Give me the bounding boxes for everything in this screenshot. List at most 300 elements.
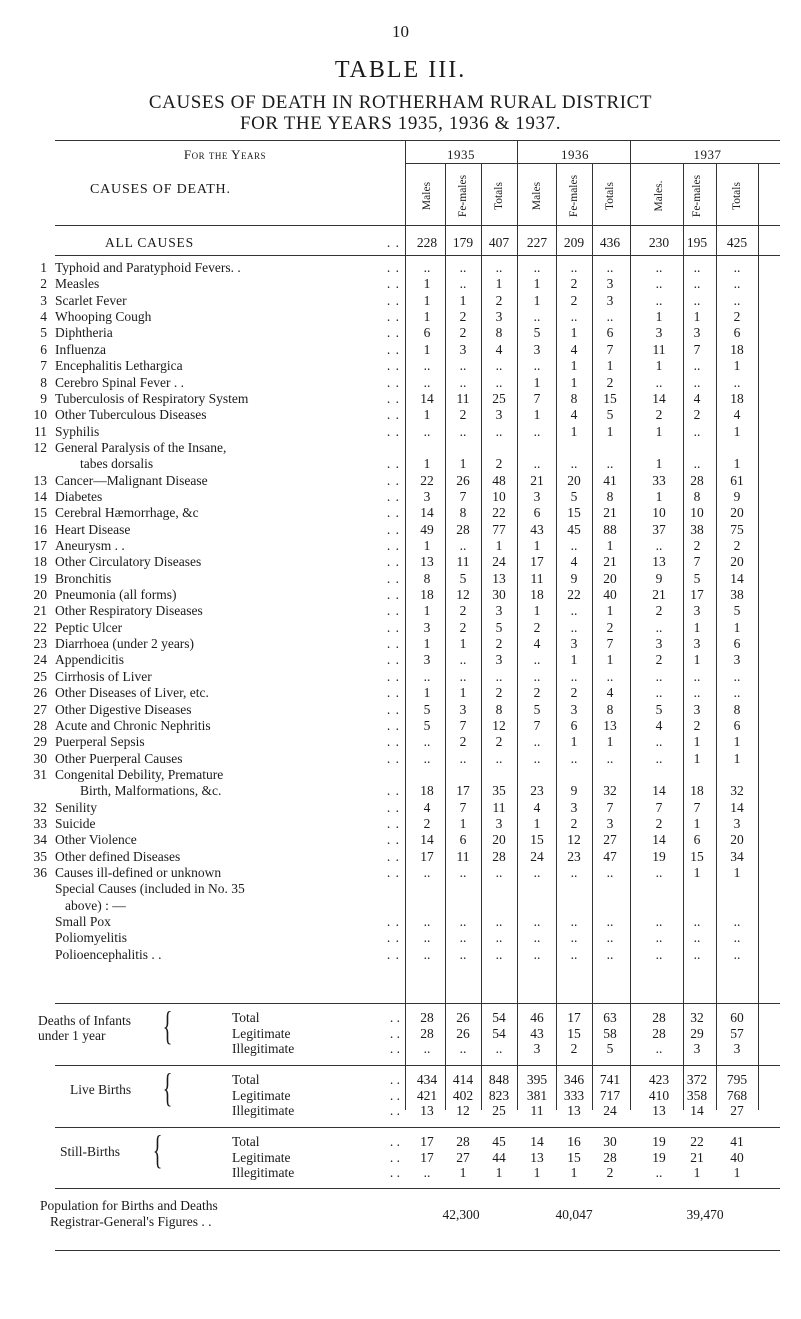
infants-cell: 26 (456, 1010, 470, 1025)
table-row (0, 358, 801, 374)
row-number: 24 (33, 652, 47, 668)
table-cell: 1 (533, 276, 541, 292)
table-cell: 11 (492, 799, 506, 815)
table-cell: .. (693, 276, 701, 292)
table-cell: 1 (693, 750, 701, 766)
table-cell: 3 (693, 701, 701, 717)
table-cell: .. (655, 750, 663, 766)
row-number: 33 (33, 815, 47, 831)
table-cell: 1 (533, 374, 541, 390)
table-cell: .. (733, 668, 741, 684)
table-cell: 5 (655, 701, 663, 717)
row-label: Cirrhosis of Liver (55, 668, 152, 684)
table-cell: 3 (570, 799, 578, 815)
table-cell: 3 (459, 701, 467, 717)
leader-dots: . . (386, 783, 400, 799)
row-label: Other Circulatory Diseases (55, 554, 202, 570)
table-row (0, 947, 801, 963)
row-number: 15 (33, 505, 47, 521)
live-births-label: Live Births (70, 1082, 132, 1097)
table-row (0, 571, 801, 587)
row-number: 31 (33, 766, 47, 782)
table-cell: 1 (733, 423, 741, 439)
row-number: 36 (33, 865, 47, 880)
table-cell: .. (459, 374, 467, 390)
table-cell: .. (495, 358, 503, 374)
table-cell: 1 (733, 734, 741, 750)
infants-cell: 17 (567, 1010, 581, 1025)
live-births-cell: 372 (686, 1072, 708, 1087)
table-cell: 4 (533, 636, 541, 652)
table-cell: .. (733, 946, 741, 962)
table-cell: 25 (492, 390, 506, 406)
table-row (0, 440, 801, 456)
table-cell: 8 (423, 570, 431, 586)
infants-cell: 58 (603, 1025, 617, 1041)
row-label: Small Pox (55, 914, 111, 929)
table-cell: 8 (606, 488, 614, 504)
table-cell: 22 (492, 505, 506, 521)
table-cell: 88 (603, 521, 617, 537)
table-cell: 1 (693, 619, 701, 635)
live-births-cell: 358 (686, 1087, 708, 1103)
table-cell: 2 (459, 603, 467, 619)
still-births-cell: 13 (530, 1149, 544, 1165)
row-number: 23 (33, 636, 47, 652)
live-births-cell: 717 (599, 1087, 621, 1103)
year-1935-header: 1935 (447, 147, 475, 162)
live-births-cell: 434 (416, 1072, 438, 1087)
row-number: 13 (33, 472, 47, 488)
row-label: Typhoid and Paratyphoid Fevers. . (55, 260, 241, 275)
table-row (0, 473, 801, 489)
still-births-cell: 17 (420, 1149, 434, 1165)
table-row (0, 652, 801, 668)
leader-dots: . . (386, 734, 400, 750)
still-births-cell: 41 (730, 1134, 744, 1149)
live-births-cell: 848 (488, 1072, 510, 1087)
row-number: 18 (33, 554, 47, 570)
infants-sub-label: Total (232, 1010, 260, 1025)
infants-sub-label: Illegitimate (232, 1041, 295, 1056)
table-cell: 3 (423, 652, 431, 668)
still-births-cell: 40 (730, 1149, 744, 1165)
row-label: Syphilis (55, 423, 100, 439)
row-number: 12 (33, 439, 47, 455)
infants-brace: { (162, 1003, 173, 1048)
table-cell: 41 (603, 472, 617, 488)
table-cell: 12 (492, 717, 506, 733)
table-cell: 6 (423, 325, 431, 341)
live-births-cell: 402 (452, 1087, 474, 1103)
table-cell: 1 (606, 603, 614, 619)
table-cell: 17 (420, 848, 434, 864)
table-cell: 1 (655, 423, 663, 439)
table-cell: .. (533, 423, 541, 439)
table-cell: 2 (495, 292, 503, 308)
infants-cell: 29 (690, 1025, 704, 1041)
table-cell: 4 (570, 554, 578, 570)
table-cell: 8 (733, 701, 741, 717)
leader-dots: . . (389, 1149, 400, 1165)
population-value: 39,470 (686, 1207, 724, 1222)
table-cell: 1 (606, 423, 614, 439)
table-cell: 7 (693, 799, 701, 815)
table-cell: .. (733, 914, 741, 929)
infants-sub-label: Legitimate (232, 1025, 291, 1041)
table-cell: .. (533, 930, 541, 946)
table-title: TABLE III. (334, 57, 467, 83)
infants-row (0, 1026, 801, 1042)
live-births-cell: 25 (492, 1103, 506, 1118)
row-label: Causes ill-defined or unknown (55, 865, 222, 880)
table-cell: 75 (730, 521, 744, 537)
row-label: Other Respiratory Diseases (55, 603, 203, 619)
row-label: Tuberculosis of Respiratory System (55, 390, 249, 406)
table-row (0, 914, 801, 930)
table-cell: 2 (459, 325, 467, 341)
still-births-cell: 22 (690, 1134, 704, 1149)
table-cell: 3 (655, 325, 663, 341)
table-cell: 1 (606, 358, 614, 374)
table-row (0, 800, 801, 816)
leader-dots: . . (386, 668, 400, 684)
live-births-cell: 823 (488, 1087, 510, 1103)
table-cell: 17 (690, 587, 704, 602)
table-cell: .. (606, 750, 614, 766)
row-number: 28 (33, 717, 47, 733)
table-row-continued (0, 783, 801, 799)
table-row (0, 407, 801, 423)
still-births-brace: { (152, 1127, 163, 1172)
table-cell: 3 (733, 652, 741, 668)
table-row (0, 669, 801, 685)
table-cell: 4 (693, 390, 701, 406)
row-number: 32 (33, 799, 47, 815)
live-births-row (0, 1072, 801, 1088)
table-cell: .. (606, 309, 614, 325)
all-causes-cell: 227 (526, 235, 548, 250)
infants-cell: 28 (420, 1010, 434, 1025)
table-cell: 2 (533, 685, 541, 701)
table-cell: 14 (730, 570, 744, 586)
table-row (0, 603, 801, 619)
all-causes-cell: 195 (686, 235, 708, 250)
live-births-cell: 795 (726, 1072, 748, 1087)
table-cell: 20 (730, 832, 744, 848)
table-cell: .. (533, 734, 541, 750)
table-cell: 15 (567, 505, 581, 521)
table-cell: .. (459, 930, 467, 946)
leader-dots: . . (389, 1072, 400, 1087)
column-header-1: Fe-males (457, 174, 469, 218)
table-cell: 21 (603, 505, 617, 521)
table-cell: 6 (733, 717, 741, 733)
leader-dots: . . (386, 505, 400, 521)
table-cell: 4 (495, 341, 503, 357)
still-births-cell: 28 (603, 1149, 617, 1165)
all-causes-label: ALL CAUSES (105, 235, 194, 250)
table-row (0, 505, 801, 521)
table-cell: 17 (456, 783, 470, 799)
table-cell: .. (423, 668, 431, 684)
table-cell: 4 (655, 717, 663, 733)
table-cell: 18 (530, 587, 544, 602)
row-label: Aneurysm . . (55, 538, 125, 553)
table-cell: 37 (652, 521, 666, 537)
table-cell: 2 (733, 538, 741, 553)
row-number: 6 (40, 341, 47, 357)
still-births-cell: 16 (567, 1134, 581, 1149)
row-label: Other Violence (55, 832, 137, 848)
leader-dots: . . (389, 1134, 400, 1149)
table-cell: .. (533, 456, 541, 472)
row-label: Suicide (55, 815, 96, 831)
leader-dots: . . (386, 423, 400, 439)
table-cell: 2 (733, 309, 741, 325)
table-cell: 24 (492, 554, 506, 570)
table-cell: .. (570, 946, 578, 962)
leader-dots: . . (389, 1025, 400, 1041)
live-births-sub-label: Illegitimate (232, 1103, 295, 1118)
row-label: Encephalitis Lethargica (55, 358, 183, 374)
live-births-cell: 410 (648, 1087, 670, 1103)
leader-dots: . . (386, 848, 400, 864)
table-cell: 1 (655, 358, 663, 374)
still-births-sub-label: Total (232, 1134, 260, 1149)
table-cell: 2 (459, 309, 467, 325)
table-cell: 3 (533, 488, 541, 504)
infants-cell: 28 (652, 1010, 666, 1025)
table-cell: 6 (693, 832, 701, 848)
table-cell: 24 (530, 848, 544, 864)
table-cell: 6 (570, 717, 578, 733)
row-number: 10 (33, 407, 47, 423)
infants-cell: 32 (690, 1010, 704, 1025)
row-label: General Paralysis of the Insane, (55, 439, 227, 455)
table-cell: .. (606, 456, 614, 472)
table-cell: .. (495, 914, 503, 929)
table-cell: 1 (570, 652, 578, 668)
all-causes-cell: 436 (599, 235, 621, 250)
table-cell: 3 (495, 815, 503, 831)
table-cell: 1 (423, 341, 431, 357)
table-row (0, 734, 801, 750)
still-births-rule (55, 1127, 780, 1128)
table-row (0, 342, 801, 358)
row-number: 4 (40, 309, 47, 325)
table-cell: 15 (603, 390, 617, 406)
leader-dots: . . (389, 1010, 400, 1025)
table-cell: .. (423, 423, 431, 439)
leader-dots: . . (386, 603, 400, 619)
table-cell: .. (570, 538, 578, 553)
row-label: Measles (55, 276, 100, 292)
row-number: 20 (33, 587, 47, 602)
table-cell: .. (533, 914, 541, 929)
infants-cell: 63 (603, 1010, 617, 1025)
table-cell: .. (655, 538, 663, 553)
table-cell: 1 (533, 538, 541, 553)
table-cell: 77 (492, 521, 506, 537)
table-cell: 18 (420, 783, 434, 799)
row-number: 14 (33, 488, 47, 504)
population-rule (55, 1188, 780, 1189)
leader-dots: . . (386, 260, 400, 275)
table-cell: 45 (567, 521, 581, 537)
row-label: Poliomyelitis (55, 930, 128, 946)
leader-dots: . . (386, 325, 400, 341)
table-cell: .. (655, 374, 663, 390)
table-cell: 19 (652, 848, 666, 864)
infants-cell: .. (459, 1041, 467, 1056)
row-label: Other Tuberculous Diseases (55, 407, 207, 423)
row-number: 30 (33, 750, 47, 766)
row-number: 1 (40, 260, 47, 275)
all-causes-cell: 407 (488, 235, 510, 250)
table-cell: .. (606, 914, 614, 929)
live-births-cell: 13 (652, 1103, 666, 1118)
still-births-cell: 15 (567, 1149, 581, 1165)
row-label: Diarrhoea (under 2 years) (55, 636, 195, 652)
table-cell: .. (459, 652, 467, 668)
live-births-cell: 421 (416, 1087, 438, 1103)
row-number: 11 (34, 423, 47, 439)
table-cell: 1 (693, 652, 701, 668)
table-cell: .. (570, 619, 578, 635)
table-cell: 28 (456, 521, 470, 537)
table-cell: 1 (533, 603, 541, 619)
table-cell: .. (533, 750, 541, 766)
table-cell: 18 (690, 783, 704, 799)
table-cell: 2 (693, 407, 701, 423)
row-label: Acute and Chronic Nephritis (55, 717, 211, 733)
table-cell: 40 (603, 587, 617, 602)
table-cell: 14 (652, 390, 666, 406)
table-cell: .. (533, 358, 541, 374)
leader-dots: . . (386, 358, 400, 374)
table-cell: 4 (570, 407, 578, 423)
table-cell: .. (423, 750, 431, 766)
table-cell: 2 (423, 815, 431, 831)
still-births-cell: 1 (570, 1165, 578, 1180)
leader-dots: . . (386, 235, 400, 250)
row-label: Other Diseases of Liver, etc. (55, 685, 209, 701)
leader-dots: . . (386, 570, 400, 586)
leader-dots: . . (386, 538, 400, 553)
table-cell: 1 (570, 423, 578, 439)
live-births-cell: 381 (526, 1087, 548, 1103)
table-cell: 8 (606, 701, 614, 717)
all-causes-rule (55, 255, 780, 256)
table-cell: 5 (693, 570, 701, 586)
table-cell: 4 (570, 341, 578, 357)
table-cell: 49 (420, 521, 434, 537)
table-cell: 14 (420, 832, 434, 848)
table-cell: 3 (693, 636, 701, 652)
still-births-cell: 2 (606, 1165, 614, 1180)
table-cell: 38 (690, 521, 704, 537)
table-cell: .. (533, 309, 541, 325)
still-births-cell: 21 (690, 1149, 704, 1165)
table-cell: 3 (606, 276, 614, 292)
table-cell: 1 (533, 407, 541, 423)
line-mask (756, 1189, 761, 1251)
table-cell: .. (733, 292, 741, 308)
table-cell: .. (423, 914, 431, 929)
table-cell: 22 (420, 472, 434, 488)
row-number: 29 (33, 734, 47, 750)
column-header-6: Males. (653, 180, 665, 212)
table-cell: 1 (570, 358, 578, 374)
subtitle-line-1: CAUSES OF DEATH IN ROTHERHAM RURAL DISTRICT (148, 92, 653, 113)
table-cell: 5 (423, 701, 431, 717)
bottom-rule (55, 1250, 780, 1251)
table-cell: .. (693, 914, 701, 929)
live-births-cell: 12 (456, 1103, 470, 1118)
table-row (0, 767, 801, 783)
still-births-cell: 45 (492, 1134, 506, 1149)
table-cell: 2 (495, 685, 503, 701)
row-number: 16 (33, 521, 47, 537)
leader-dots: . . (389, 1165, 400, 1180)
table-cell: 1 (423, 292, 431, 308)
table-cell: 1 (459, 636, 467, 652)
still-births-cell: 1 (533, 1165, 541, 1180)
table-cell: .. (423, 865, 431, 880)
table-cell: 3 (495, 603, 503, 619)
row-label-continued: Birth, Malformations, &c. (80, 783, 222, 799)
table-cell: 18 (420, 587, 434, 602)
table-cell: 8 (693, 488, 701, 504)
table-cell: .. (655, 685, 663, 701)
population-label-2: Registrar-General's Figures . . (50, 1214, 212, 1229)
table-cell: 2 (655, 652, 663, 668)
row-number: 8 (40, 374, 47, 390)
leader-dots: . . (386, 701, 400, 717)
infants-cell: 28 (420, 1025, 434, 1041)
still-births-sub-label: Illegitimate (232, 1165, 295, 1180)
infants-cell: 54 (492, 1010, 506, 1025)
still-births-sub-label: Legitimate (232, 1149, 291, 1165)
table-cell: .. (423, 930, 431, 946)
table-cell: 48 (492, 472, 506, 488)
table-cell: 1 (423, 407, 431, 423)
table-row (0, 816, 801, 832)
row-number: 22 (33, 619, 47, 635)
table-cell: .. (655, 734, 663, 750)
table-cell: .. (693, 358, 701, 374)
infants-cell: 15 (567, 1025, 581, 1041)
row-number: 3 (40, 292, 47, 308)
table-cell: 7 (533, 390, 541, 406)
table-cell: 2 (606, 619, 614, 635)
table-cell: 1 (533, 815, 541, 831)
table-cell: .. (423, 260, 431, 275)
leader-dots: . . (386, 341, 400, 357)
table-cell: 15 (690, 848, 704, 864)
table-cell: 7 (693, 554, 701, 570)
table-row (0, 849, 801, 865)
infants-label: under 1 year (38, 1028, 106, 1043)
still-births-cell: 14 (530, 1134, 544, 1149)
leader-dots: . . (389, 1103, 400, 1118)
table-cell: 2 (655, 407, 663, 423)
still-births-label: Still-Births (60, 1144, 121, 1159)
population-label: Population for Births and Deaths (40, 1198, 218, 1213)
table-cell: 8 (570, 390, 578, 406)
row-label: Other defined Diseases (55, 848, 181, 864)
